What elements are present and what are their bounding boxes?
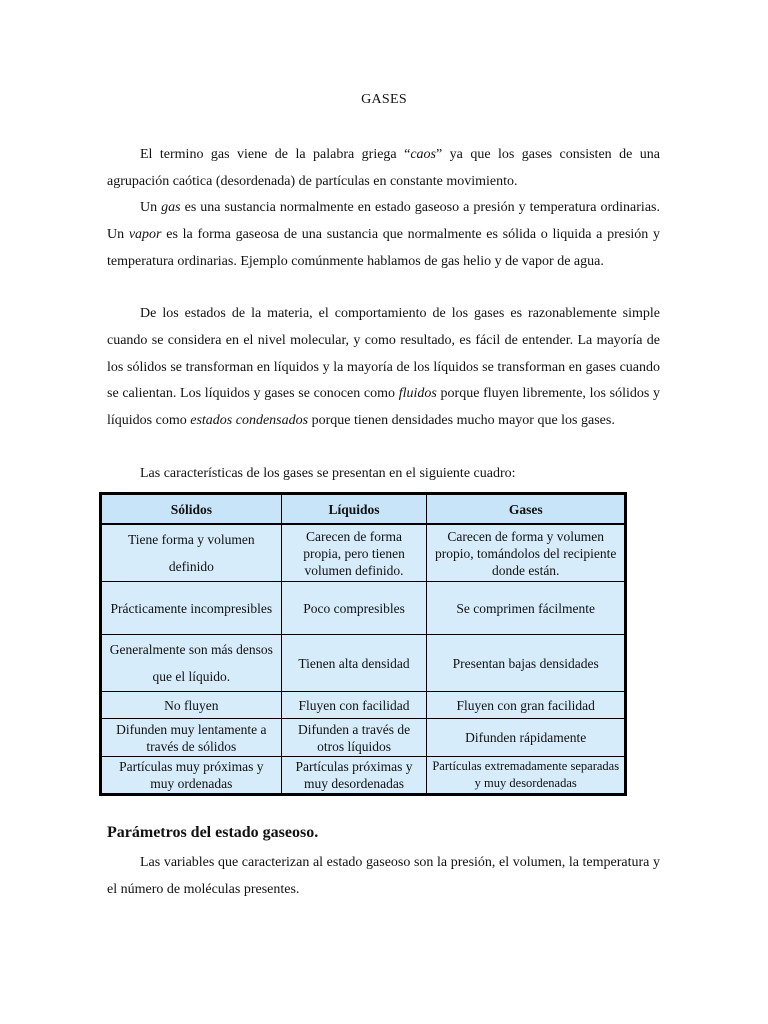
paragraph-4 <box>107 461 660 488</box>
header-gases: Gases <box>427 494 626 525</box>
p5-text: Las variables que caracterizan al estado gaseoso son la presión, el volumen, la temperatura y el número de moléculas presentes. <box>107 855 660 897</box>
table-cell: Poco compresibles <box>281 582 427 635</box>
states-of-matter-table <box>99 492 627 796</box>
table-row <box>101 719 626 757</box>
table-cell: Difunden rápidamente <box>427 719 626 757</box>
table-cell: Partículas próximas y muy desordenadas <box>281 757 427 795</box>
p2-text-5: es la forma gaseosa de una sustancia que normalmente es sólida o liquida a presión y temperatura ordinarias. Ejemplo comúnmente hablamos de gas helio y de vapor de agua. <box>107 226 660 269</box>
p1-italic-caos: caos <box>410 147 436 162</box>
table-row <box>101 757 626 795</box>
p3-italic-fluidos: fluidos <box>398 386 437 402</box>
p2-italic-gas: gas <box>161 200 181 215</box>
p3-text-3: porque fluyen libremente, los sólidos y líquidos como <box>107 386 660 429</box>
paragraph-1 <box>107 142 660 196</box>
table-header-row <box>101 494 626 525</box>
table-cell: No fluyen <box>101 692 282 719</box>
table-cell: Tienen alta densidad <box>281 635 427 692</box>
table-cell: Tiene forma y volumen definido <box>101 524 282 582</box>
p2-italic-vapor: vapor <box>128 226 162 242</box>
header-liquidos: Líquidos <box>281 494 427 525</box>
table-cell: Presentan bajas densidades <box>427 635 626 692</box>
p3-italic-estados-condensados: estados condensados <box>190 413 309 429</box>
table-cell: Fluyen con gran facilidad <box>427 692 626 719</box>
paragraph-5 <box>107 850 660 904</box>
table-cell: Carecen de forma propia, pero tienen volumen definido. <box>281 524 427 582</box>
paragraph-2 <box>107 195 660 275</box>
table-row <box>101 524 626 582</box>
section-heading: Parámetros del estado gaseoso. <box>107 824 319 841</box>
table-cell: Fluyen con facilidad <box>281 692 427 719</box>
table-cell: Partículas muy próximas y muy ordenadas <box>101 757 282 795</box>
p3-text-1: De los estados de la materia, el comportamiento de los gases es razonablemente simple cuando se considera en el nivel molecular, y como resultado, es fácil de entender. La mayoría de los sólidos se transforman en líquidos y la mayoría de los líquidos se transforman en gases cuando se calientan. Los líquidos y gases se conocen como <box>107 306 660 402</box>
p2-text-3: es una sustancia normalmente en estado gaseoso a presión y temperatura ordinarias. Un <box>107 200 660 242</box>
paragraph-3 <box>107 301 660 435</box>
table-cell: Se comprimen fácilmente <box>427 582 626 635</box>
table-cell: Prácticamente incompresibles <box>101 582 282 635</box>
document-title: GASES <box>361 92 407 107</box>
p2-text-1: Un <box>140 200 162 215</box>
table-row <box>101 635 626 692</box>
table-cell: Difunden a través de otros líquidos <box>281 719 427 757</box>
table-cell: Partículas extremadamente separadas y muy desordenadas <box>427 757 626 795</box>
table-row <box>101 582 626 635</box>
header-solidos: Sólidos <box>101 494 282 525</box>
p1-text-3: ” ya que los gases consisten de una agrupación caótica (desordenada) de partículas en constante movimiento. <box>107 147 660 189</box>
table-cell: Carecen de forma y volumen propio, tomándolos del recipiente donde están. <box>427 524 626 582</box>
p3-text-5: porque tienen densidades mucho mayor que los gases. <box>308 413 615 429</box>
table-cell: Generalmente son más densos que el líquido. <box>101 635 282 692</box>
p1-text-1: El termino gas viene de la palabra griega “ <box>140 147 411 162</box>
p4-text: Las características de los gases se presentan en el siguiente cuadro: <box>140 466 516 481</box>
table-cell: Difunden muy lentamente a través de sólidos <box>101 719 282 757</box>
table-row <box>101 692 626 719</box>
